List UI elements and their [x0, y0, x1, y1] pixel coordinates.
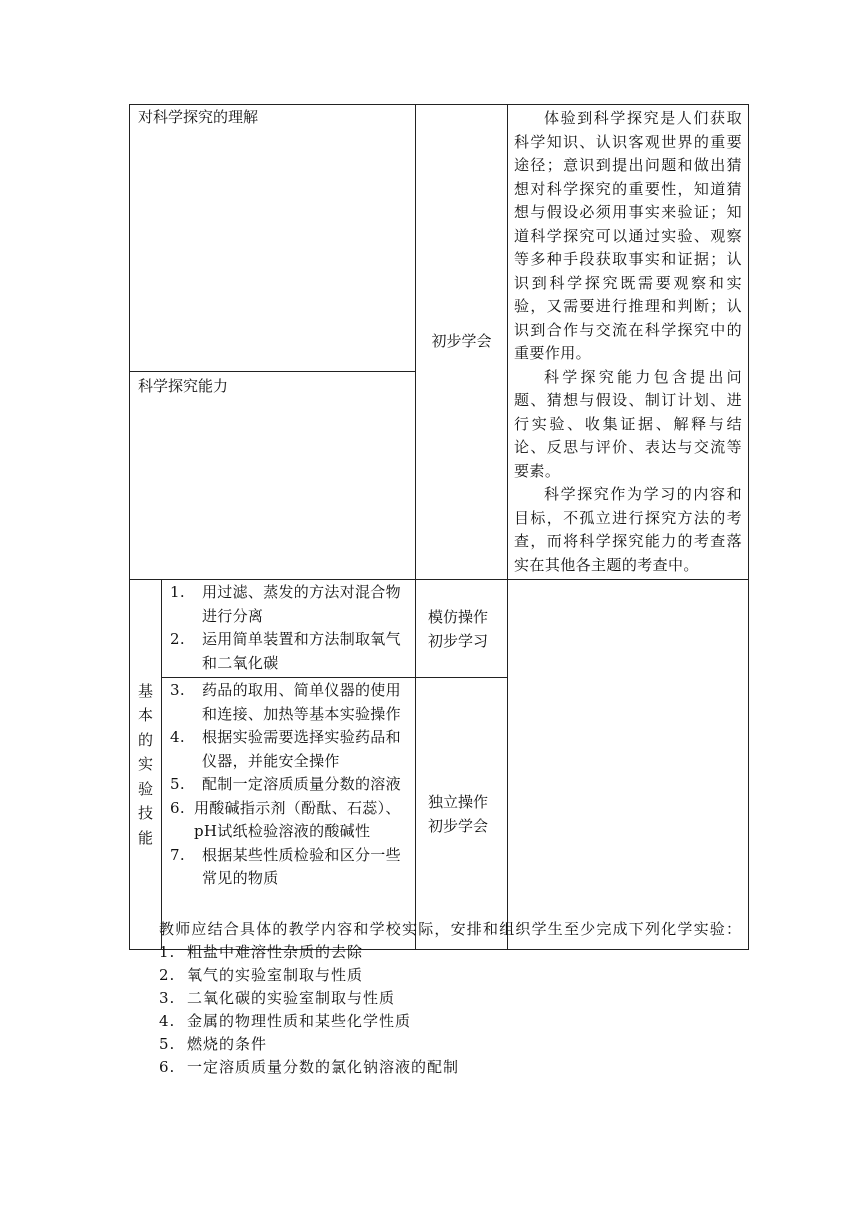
topic-ability-cell: [130, 371, 416, 579]
curriculum-table: [129, 104, 749, 950]
list-item: [129, 964, 748, 987]
skills-group-1: [162, 580, 416, 678]
experiment-number: 1.: [159, 943, 176, 961]
experiment-text: 粗盐中难溶性杂质的去除: [187, 943, 364, 961]
skills-group-2: [162, 678, 416, 950]
skill-number: 1.: [170, 583, 185, 601]
skill-text: 用过滤、蒸发的方法对混合物进行分离: [202, 583, 401, 625]
level-group-2-line-2: 初步学会: [428, 816, 489, 835]
experiment-number: 2.: [159, 966, 176, 984]
level-inquiry: 初步学会: [431, 332, 492, 351]
description-cell: [508, 105, 749, 580]
experiment-number: 6.: [159, 1058, 176, 1076]
experiments-intro: 教师应结合具体的教学内容和学校实际，安排和组织学生至少完成下列化学实验：: [159, 920, 743, 938]
description-paragraph-1: 体验到科学探究是人们获取科学知识、认识客观世界的重要途径；意识到提出问题和做出猜想对科学探究的重要性，知道猜想与假设必须用事实来验证；知道科学探究可以通过实验、观察等多种手段获取事实和证据；认识到科学探究既需要观察和实验，又需要进行推理和判断；认识到合作与交流在科学探究中的重要作用。: [514, 109, 743, 362]
topic-understanding-cell: [130, 105, 416, 372]
skill-number: 7.: [170, 845, 185, 864]
level-group-1-line-2: 初步学习: [428, 631, 489, 650]
skill-item: [170, 679, 411, 726]
skill-text: 运用简单装置和方法制取氧气和二氧化碳: [202, 630, 401, 672]
list-item: [129, 1010, 748, 1033]
skill-item: [170, 797, 411, 844]
side-label: 基本的实验技能: [138, 681, 154, 847]
skill-number: 6.: [170, 798, 185, 817]
experiment-text: 金属的物理性质和某些化学性质: [187, 1012, 412, 1030]
skill-item: [170, 773, 411, 797]
level-group-1-line-1: 模仿操作: [428, 607, 489, 626]
list-item: [129, 1056, 748, 1079]
skill-item: [170, 628, 411, 675]
skill-number: 3.: [170, 681, 185, 699]
experiment-text: 氧气的实验室制取与性质: [187, 966, 364, 984]
list-item: [129, 987, 748, 1010]
list-item: [129, 941, 748, 964]
skill-item: [170, 844, 411, 891]
experiment-text: 燃烧的条件: [187, 1035, 268, 1053]
skill-text: 药品的取用、简单仪器的使用和连接、加热等基本实验操作: [202, 681, 401, 723]
experiment-number: 5.: [159, 1035, 176, 1053]
description-paragraph-2: 科学探究能力包含提出问题、猜想与假设、制订计划、进行实验、收集证据、解释与结论、反思与评价、表达与交流等要素。: [514, 367, 743, 480]
skill-text: 用酸碱指示剂（酚酞、石蕊）、pH试纸检验溶液的酸碱性: [194, 798, 401, 840]
skill-number: 5.: [170, 775, 185, 793]
level-cell-group-1: [416, 580, 508, 678]
level-group-2-line-1: 独立操作: [428, 792, 489, 811]
skill-number: 2.: [170, 630, 185, 648]
skill-text: 配制一定溶质质量分数的溶液: [202, 775, 401, 793]
topic-ability: 科学探究能力: [138, 376, 229, 395]
topic-understanding: 对科学探究的理解: [138, 108, 259, 126]
list-item: [129, 1033, 748, 1056]
skill-item: [170, 726, 411, 773]
skill-text: 根据某些性质检验和区分一些常见的物质: [202, 845, 401, 887]
description-paragraph-3: 科学探究作为学习的内容和目标，不孤立进行探究方法的考查，而将科学探究能力的考查落实在其他各主题的考查中。: [514, 485, 743, 574]
experiment-text: 一定溶质质量分数的氯化钠溶液的配制: [187, 1058, 460, 1076]
side-label-cell: [130, 580, 162, 950]
experiment-number: 4.: [159, 1012, 176, 1030]
skill-text: 根据实验需要选择实验药品和仪器，并能安全操作: [202, 728, 401, 770]
experiments-section: [129, 918, 748, 1079]
level-cell-inquiry: [416, 105, 508, 580]
experiment-text: 二氧化碳的实验室制取与性质: [187, 989, 396, 1007]
empty-description-cell: [508, 580, 749, 950]
level-cell-group-2: [416, 678, 508, 950]
skill-item: [170, 581, 411, 628]
experiments-list: [129, 941, 748, 1079]
skill-number: 4.: [170, 728, 185, 746]
experiment-number: 3.: [159, 989, 176, 1007]
